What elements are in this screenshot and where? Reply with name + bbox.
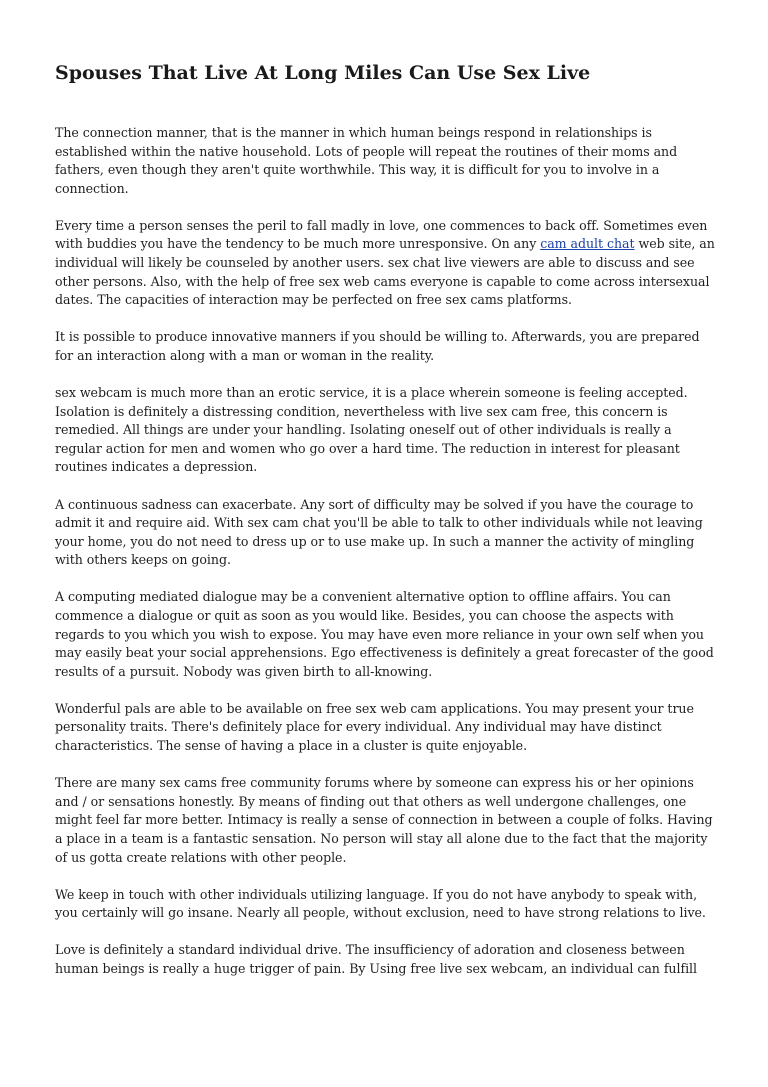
paragraph-10: Love is definitely a standard individual drive. The insufficiency of adoration and closeness between human beings is really a huge trigger of pain. By Using free live sex webcam, an individual can fulfill	[55, 942, 698, 976]
paragraph-1: The connection manner, that is the manner in which human beings respond in relationships is established within the native household. Lots of people will repeat the routines of their moms and fathers, even though they aren't quite worthwhile. This way, it is difficult for you to involve in a connection.	[55, 125, 678, 196]
paragraph-2-text-before: Every time a person senses the peril to fall madly in love, one commences to back off. Sometimes even with buddies you have the tendency to be much more unresponsive. On any	[55, 217, 708, 252]
paragraph-7: Wonderful pals are able to be available on free sex web cam applications. You may present your true personality traits. There's definitely place for every individual. Any individual may have distinct characteristics. The sense of having a place in a cluster is quite enjoyable.	[55, 700, 694, 754]
cam-adult-chat-link[interactable]: cam adult chat	[540, 236, 635, 252]
paragraph-2	[55, 217, 715, 310]
paragraph-3: It is possible to produce innovative manners if you should be willing to. Afterwards, you are prepared for an interaction along with a man or woman in the reality.	[55, 329, 700, 363]
document-page	[55, 60, 715, 997]
paragraph-4: sex webcam is much more than an erotic service, it is a place wherein someone is feeling accepted. Isolation is definitely a distressing condition, nevertheless with live sex cam free, this concern is remedied. All things are under your handling. Isolating oneself out of other individuals is really a regular action for men and women who go over a hard time. The reduction in interest for pleasant routines indicates a depression.	[55, 385, 688, 475]
paragraph-9: We keep in touch with other individuals utilizing language. If you do not have anybody to speak with, you certainly will go insane. Nearly all people, without exclusion, need to have strong relations to live.	[55, 886, 706, 921]
document-title: Spouses That Live At Long Miles Can Use Sex Live	[55, 62, 591, 84]
paragraph-5: A continuous sadness can exacerbate. Any sort of difficulty may be solved if you have the courage to admit it and require aid. With sex cam chat you'll be able to talk to other individuals while not leaving your home, you do not need to dress up or to use make up. In such a manner the activity of mingling with others keeps on going.	[55, 496, 703, 568]
paragraph-8: There are many sex cams free community forums where by someone can express his or her opinions and / or sensations honestly. By means of finding out that others as well undergone challenges, one might feel far more better. Intimacy is really a sense of connection in between a couple of folks. Having a place in a team is a fantastic sensation. No person will stay all alone due to the fact that the majority of us gotta create relations with other people.	[55, 775, 713, 865]
paragraph-6: A computing mediated dialogue may be a convenient alternative option to offline affairs. You can commence a dialogue or quit as soon as you would like. Besides, you can choose the aspects with regards to you which you wish to expose. You may have even more reliance in your own self when you may easily beat your social apprehensions. Ego effectiveness is definitely a great forecaster of the good results of a pursuit. Nobody was given birth to all-knowing.	[55, 589, 714, 679]
paragraph-2-text-after: web site, an individual will likely be counseled by another users. sex chat live viewers are able to discuss and see other persons. Also, with the help of free sex web cams everyone is capable to come across intersexual dates. The capacities of interaction may be perfected on free sex cams platforms.	[55, 236, 715, 308]
